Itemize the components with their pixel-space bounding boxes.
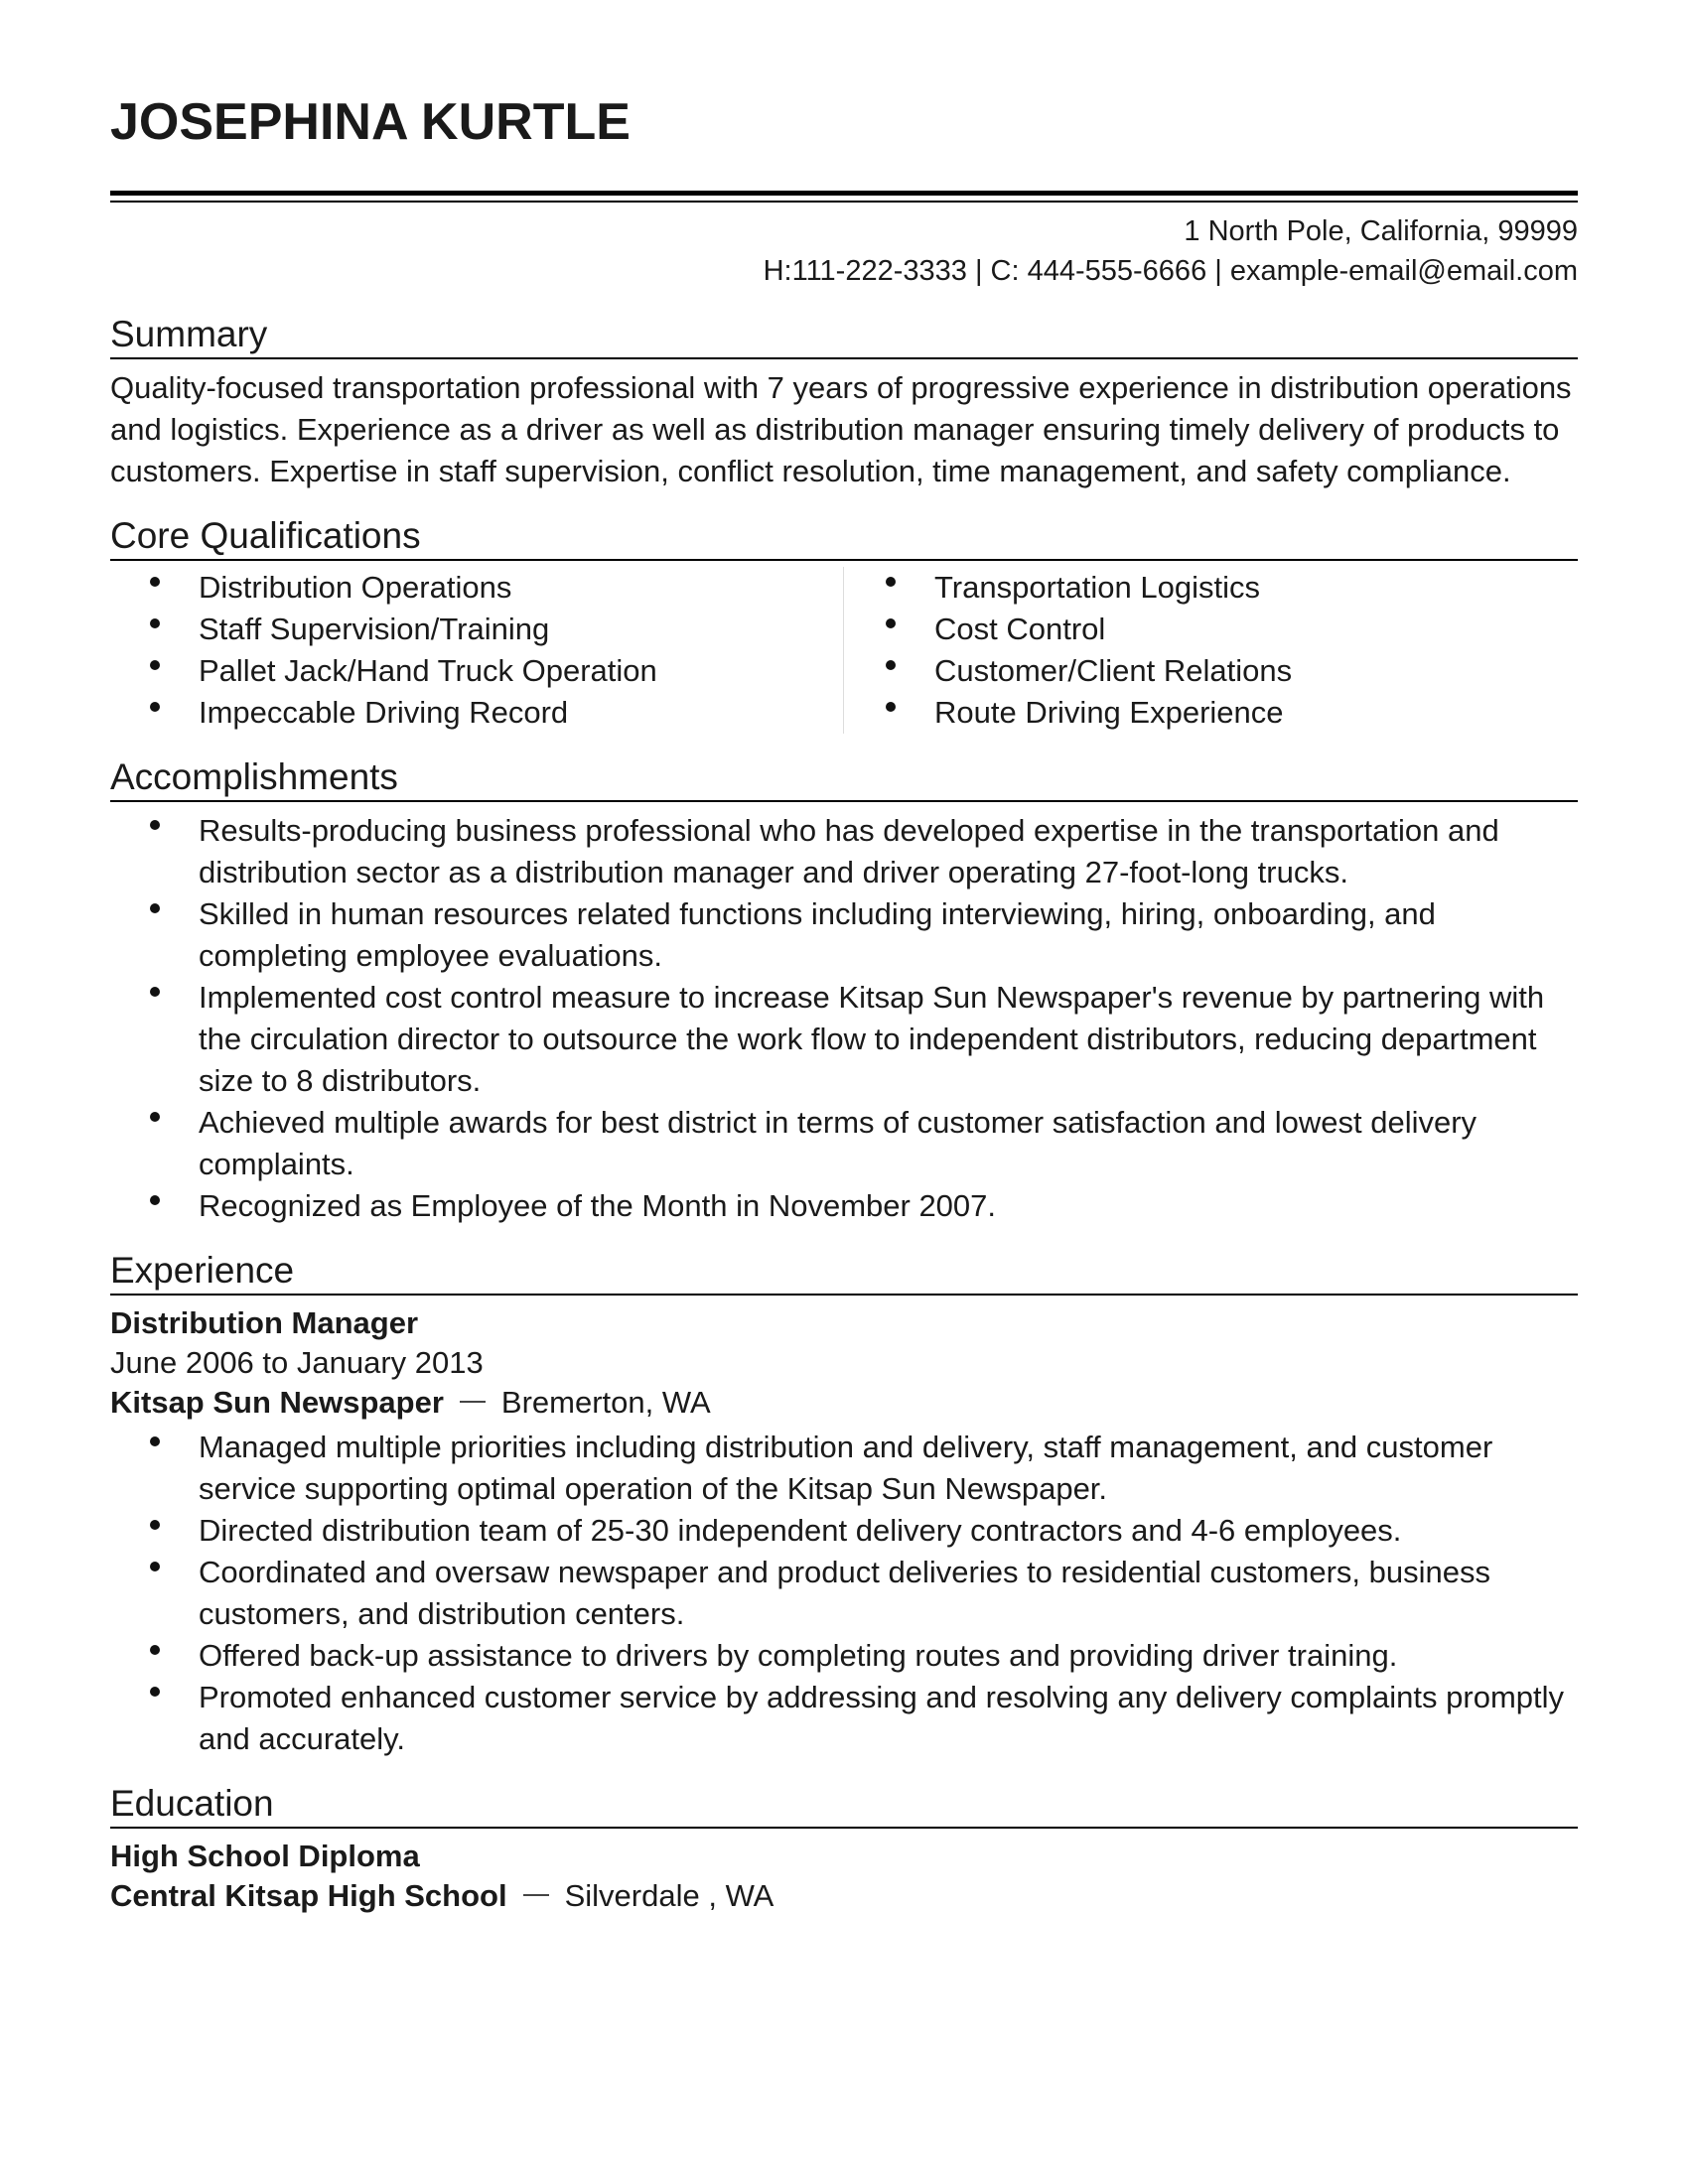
accomplishment-text: Implemented cost control measure to increase Kitsap Sun Newspaper's revenue by partnering with the circulation director to outsource the work flow to independent distributors, reducing department size to 8 distributors. xyxy=(199,980,1545,1098)
job-duty-text: Offered back-up assistance to drivers by completing routes and providing driver training. xyxy=(199,1638,1398,1673)
candidate-name: JOSEPHINA KURTLE xyxy=(110,93,631,151)
contact-address: 1 North Pole, California, 99999 xyxy=(1184,215,1578,247)
qualification-item xyxy=(844,609,1578,650)
bullet-icon xyxy=(886,618,896,628)
experience-heading: Experience xyxy=(110,1251,1578,1296)
bullet-icon xyxy=(150,1645,160,1655)
education-school: Central Kitsap High School xyxy=(110,1878,507,1913)
accomplishment-item xyxy=(110,977,1578,1102)
qualification-text: Staff Supervision/Training xyxy=(199,612,550,646)
education-heading: Education xyxy=(110,1784,1578,1829)
bullet-icon xyxy=(150,1195,160,1205)
bullet-icon xyxy=(150,1112,160,1122)
qualification-text: Distribution Operations xyxy=(199,570,512,605)
accomplishment-text: Results-producing business professional who has developed expertise in the transportation and distribution sector as a distribution manager and driver operating 27-foot-long trucks. xyxy=(199,813,1499,889)
job-duty-text: Directed distribution team of 25-30 independent delivery contractors and 4-6 employees. xyxy=(199,1513,1402,1548)
qualifications-left-column xyxy=(110,567,844,734)
bullet-icon xyxy=(150,820,160,830)
bullet-icon xyxy=(150,618,160,628)
qualification-item xyxy=(110,650,843,692)
job-title: Distribution Manager xyxy=(110,1305,419,1340)
accomplishments-list-wrap xyxy=(110,810,1578,1227)
job-duty-item xyxy=(110,1510,1578,1552)
accomplishment-item xyxy=(110,1185,1578,1227)
job-duties-wrap xyxy=(110,1427,1578,1760)
qualification-text: Customer/Client Relations xyxy=(934,653,1293,688)
bullet-icon xyxy=(150,1562,160,1571)
qualifications-grid xyxy=(110,567,1578,734)
bullet-icon xyxy=(150,1687,160,1697)
qualifications-right-list xyxy=(844,567,1578,734)
accomplishment-text: Recognized as Employee of the Month in November 2007. xyxy=(199,1188,997,1223)
job-company: Kitsap Sun Newspaper xyxy=(110,1385,444,1420)
education-degree: High School Diploma xyxy=(110,1839,420,1873)
bullet-icon xyxy=(150,1436,160,1446)
qualification-text: Impeccable Driving Record xyxy=(199,695,569,730)
accomplishment-item xyxy=(110,1102,1578,1185)
qualification-item xyxy=(110,609,843,650)
qualifications-left-list xyxy=(110,567,843,734)
bullet-icon xyxy=(150,660,160,670)
summary-text: Quality-focused transportation professional with 7 years of progressive experience in distribution operations and logistics. Experience as a driver as well as distribution manager ensuring timely delivery of products to customers. Expertise in staff supervision, conflict resolution, time management, and safety compliance. xyxy=(110,370,1572,488)
accomplishment-item xyxy=(110,810,1578,893)
job-duty-item xyxy=(110,1677,1578,1760)
summary-heading: Summary xyxy=(110,315,1578,359)
job-duty-text: Managed multiple priorities including distribution and delivery, staff management, and customer service supporting optimal operation of the Kitsap Sun Newspaper. xyxy=(199,1430,1493,1506)
accomplishment-text: Achieved multiple awards for best district in terms of customer satisfaction and lowest delivery complaints. xyxy=(199,1105,1477,1181)
header-rule-thick xyxy=(110,191,1578,196)
accomplishments-list xyxy=(110,810,1578,1227)
job-duty-item xyxy=(110,1427,1578,1510)
job-location: Bremerton, WA xyxy=(500,1385,711,1420)
accomplishment-text: Skilled in human resources related functions including interviewing, hiring, onboarding, and completing employee evaluations. xyxy=(199,896,1436,973)
qualification-item xyxy=(844,692,1578,734)
bullet-icon xyxy=(150,903,160,913)
dash-separator xyxy=(523,1894,549,1896)
qualification-item xyxy=(844,650,1578,692)
qualification-text: Route Driving Experience xyxy=(934,695,1284,730)
job-duty-item xyxy=(110,1635,1578,1677)
bullet-icon xyxy=(886,577,896,587)
header-rule-thin xyxy=(110,201,1578,203)
bullet-icon xyxy=(150,1520,160,1530)
qualification-item xyxy=(844,567,1578,609)
qualification-item xyxy=(110,567,843,609)
job-duty-text: Promoted enhanced customer service by addressing and resolving any delivery complaints promptly and accurately. xyxy=(199,1680,1565,1756)
resume-page xyxy=(110,83,1578,1916)
qualification-text: Pallet Jack/Hand Truck Operation xyxy=(199,653,657,688)
qualification-item xyxy=(110,692,843,734)
contact-phones-email: H:111-222-3333 | C: 444-555-6666 | example-email@email.com xyxy=(763,255,1578,287)
qualifications-heading: Core Qualifications xyxy=(110,516,1578,561)
accomplishments-heading: Accomplishments xyxy=(110,757,1578,802)
job-duty-text: Coordinated and oversaw newspaper and product deliveries to residential customers, business customers, and distribution centers. xyxy=(199,1555,1491,1631)
job-employer-line xyxy=(110,1383,1578,1423)
education-school-line xyxy=(110,1876,1578,1916)
qualification-text: Transportation Logistics xyxy=(934,570,1260,605)
contact-block xyxy=(110,211,1578,291)
bullet-icon xyxy=(150,577,160,587)
bullet-icon xyxy=(886,660,896,670)
bullet-icon xyxy=(150,702,160,712)
accomplishment-item xyxy=(110,893,1578,977)
bullet-icon xyxy=(886,702,896,712)
job-duties-list xyxy=(110,1427,1578,1760)
job-dates: June 2006 to January 2013 xyxy=(110,1345,484,1380)
qualification-text: Cost Control xyxy=(934,612,1106,646)
dash-separator xyxy=(460,1401,486,1403)
bullet-icon xyxy=(150,987,160,997)
education-location: Silverdale , WA xyxy=(564,1878,774,1913)
qualifications-right-column xyxy=(844,567,1578,734)
job-duty-item xyxy=(110,1552,1578,1635)
